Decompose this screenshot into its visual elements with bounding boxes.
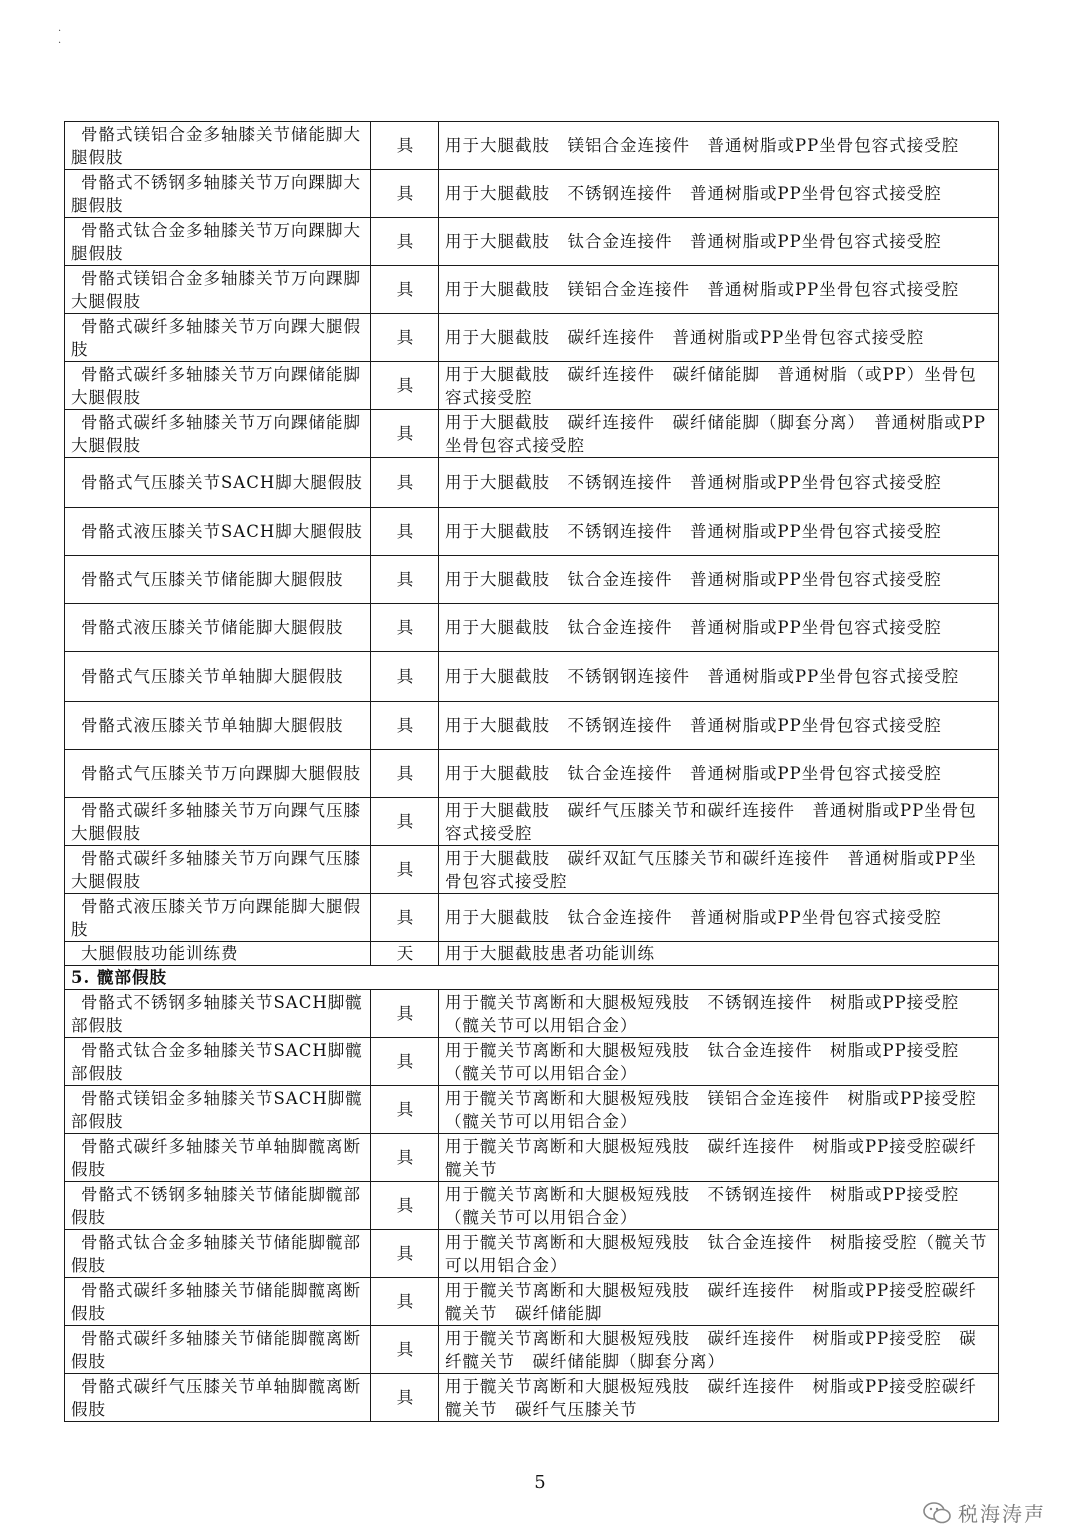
item-unit: 具 — [371, 314, 439, 362]
item-name: 骨骼式碳纤多轴膝关节万向踝大腿假肢 — [65, 314, 371, 362]
page-number: 5 — [534, 1472, 546, 1493]
table-row — [65, 702, 999, 750]
item-description: 用于大腿截肢 钛合金连接件 普通树脂或PP坐骨包容式接受腔 — [439, 750, 999, 798]
item-description: 用于髋关节离断和大腿极短残肢 钛合金连接件 树脂或PP接受腔（髋关节可以用铝合金） — [439, 1038, 999, 1086]
table-row — [65, 458, 999, 508]
item-unit: 具 — [371, 604, 439, 652]
item-description: 用于大腿截肢患者功能训练 — [439, 942, 999, 966]
item-unit: 具 — [371, 1230, 439, 1278]
item-unit: 具 — [371, 1326, 439, 1374]
item-name: 骨骼式碳纤多轴膝关节储能脚髋离断假肢 — [65, 1326, 371, 1374]
item-unit: 具 — [371, 410, 439, 458]
item-description: 用于大腿截肢 不锈钢连接件 普通树脂或PP坐骨包容式接受腔 — [439, 458, 999, 508]
item-unit: 具 — [371, 1182, 439, 1230]
table-row — [65, 1086, 999, 1134]
item-description: 用于大腿截肢 碳纤连接件 碳纤储能脚 普通树脂（或PP）坐骨包容式接受腔 — [439, 362, 999, 410]
item-description: 用于大腿截肢 不锈钢钢连接件 普通树脂或PP坐骨包容式接受腔 — [439, 652, 999, 702]
table-row — [65, 604, 999, 652]
item-name: 骨骼式碳纤多轴膝关节储能脚髋离断假肢 — [65, 1278, 371, 1326]
item-description: 用于大腿截肢 碳纤气压膝关节和碳纤连接件 普通树脂或PP坐骨包容式接受腔 — [439, 798, 999, 846]
table-row — [65, 362, 999, 410]
item-name: 骨骼式碳纤多轴膝关节万向踝储能脚大腿假肢 — [65, 362, 371, 410]
item-name: 大腿假肢功能训练费 — [65, 942, 371, 966]
wechat-icon — [922, 1500, 952, 1526]
table-row — [65, 122, 999, 170]
table-row — [65, 990, 999, 1038]
table-row — [65, 750, 999, 798]
item-unit: 具 — [371, 1038, 439, 1086]
item-unit: 具 — [371, 170, 439, 218]
item-description: 用于大腿截肢 不锈钢连接件 普通树脂或PP坐骨包容式接受腔 — [439, 170, 999, 218]
table-row — [65, 942, 999, 966]
item-name: 骨骼式碳纤多轴膝关节万向踝气压膝大腿假肢 — [65, 798, 371, 846]
item-unit: 具 — [371, 1134, 439, 1182]
item-unit: 具 — [371, 458, 439, 508]
item-description: 用于大腿截肢 钛合金连接件 普通树脂或PP坐骨包容式接受腔 — [439, 604, 999, 652]
item-name: 骨骼式不锈钢多轴膝关节SACH脚髋部假肢 — [65, 990, 371, 1038]
table-row — [65, 1374, 999, 1422]
item-name: 骨骼式镁铝金多轴膝关节SACH脚髋部假肢 — [65, 1086, 371, 1134]
item-description: 用于大腿截肢 碳纤连接件 普通树脂或PP坐骨包容式接受腔 — [439, 314, 999, 362]
item-description: 用于大腿截肢 不锈钢连接件 普通树脂或PP坐骨包容式接受腔 — [439, 508, 999, 556]
item-description: 用于大腿截肢 钛合金连接件 普通树脂或PP坐骨包容式接受腔 — [439, 218, 999, 266]
table-row — [65, 556, 999, 604]
item-name: 骨骼式气压膝关节SACH脚大腿假肢 — [65, 458, 371, 508]
item-unit: 具 — [371, 1278, 439, 1326]
item-unit: 天 — [371, 942, 439, 966]
item-name: 骨骼式镁铝合金多轴膝关节储能脚大腿假肢 — [65, 122, 371, 170]
item-name: 骨骼式液压膝关节单轴脚大腿假肢 — [65, 702, 371, 750]
item-name: 骨骼式气压膝关节单轴脚大腿假肢 — [65, 652, 371, 702]
table-row — [65, 798, 999, 846]
item-unit: 具 — [371, 122, 439, 170]
item-name: 骨骼式气压膝关节储能脚大腿假肢 — [65, 556, 371, 604]
item-unit: 具 — [371, 990, 439, 1038]
item-unit: 具 — [371, 1086, 439, 1134]
item-unit: 具 — [371, 750, 439, 798]
table-row — [65, 1038, 999, 1086]
table-row — [65, 170, 999, 218]
item-description: 用于大腿截肢 不锈钢连接件 普通树脂或PP坐骨包容式接受腔 — [439, 702, 999, 750]
item-unit: 具 — [371, 702, 439, 750]
table-row — [65, 1134, 999, 1182]
table-row — [65, 894, 999, 942]
item-name: 骨骼式镁铝合金多轴膝关节万向踝脚大腿假肢 — [65, 266, 371, 314]
item-description: 用于大腿截肢 碳纤双缸气压膝关节和碳纤连接件 普通树脂或PP坐骨包容式接受腔 — [439, 846, 999, 894]
section-row — [65, 966, 999, 990]
table-row — [65, 410, 999, 458]
table-row — [65, 1230, 999, 1278]
item-name: 骨骼式碳纤多轴膝关节单轴脚髋离断假肢 — [65, 1134, 371, 1182]
item-name: 骨骼式钛合金多轴膝关节万向踝脚大腿假肢 — [65, 218, 371, 266]
table-row — [65, 652, 999, 702]
item-description: 用于髋关节离断和大腿极短残肢 钛合金连接件 树脂接受腔（髋关节可以用铝合金） — [439, 1230, 999, 1278]
item-unit: 具 — [371, 894, 439, 942]
item-name: 骨骼式碳纤气压膝关节单轴脚髋离断假肢 — [65, 1374, 371, 1422]
item-description: 用于大腿截肢 钛合金连接件 普通树脂或PP坐骨包容式接受腔 — [439, 556, 999, 604]
item-name: 骨骼式碳纤多轴膝关节万向踝储能脚大腿假肢 — [65, 410, 371, 458]
table-row — [65, 508, 999, 556]
item-unit: 具 — [371, 798, 439, 846]
item-name: 骨骼式不锈钢多轴膝关节万向踝脚大腿假肢 — [65, 170, 371, 218]
item-unit: 具 — [371, 266, 439, 314]
item-description: 用于大腿截肢 钛合金连接件 普通树脂或PP坐骨包容式接受腔 — [439, 894, 999, 942]
item-unit: 具 — [371, 362, 439, 410]
item-name: 骨骼式碳纤多轴膝关节万向踝气压膝大腿假肢 — [65, 846, 371, 894]
item-unit: 具 — [371, 218, 439, 266]
item-description: 用于髋关节离断和大腿极短残肢 碳纤连接件 树脂或PP接受腔 碳纤髋关节 碳纤储能脚（脚套分离） — [439, 1326, 999, 1374]
table-row — [65, 266, 999, 314]
table-row — [65, 1278, 999, 1326]
table-row — [65, 218, 999, 266]
watermark-text: 税海涛声 — [958, 1502, 1046, 1526]
item-unit: 具 — [371, 846, 439, 894]
item-name: 骨骼式钛合金多轴膝关节储能脚髋部假肢 — [65, 1230, 371, 1278]
item-unit: 具 — [371, 508, 439, 556]
item-name: 骨骼式钛合金多轴膝关节SACH脚髋部假肢 — [65, 1038, 371, 1086]
table-row — [65, 846, 999, 894]
item-description: 用于髋关节离断和大腿极短残肢 镁铝合金连接件 树脂或PP接受腔（髋关节可以用铝合金） — [439, 1086, 999, 1134]
table-row — [65, 314, 999, 362]
item-unit: 具 — [371, 652, 439, 702]
item-name: 骨骼式液压膝关节储能脚大腿假肢 — [65, 604, 371, 652]
item-description: 用于髋关节离断和大腿极短残肢 碳纤连接件 树脂或PP接受腔碳纤髋关节 碳纤气压膝关节 — [439, 1374, 999, 1422]
wechat-watermark — [922, 1498, 1046, 1527]
item-description: 用于髋关节离断和大腿极短残肢 不锈钢连接件 树脂或PP接受腔（髋关节可以用铝合金） — [439, 990, 999, 1038]
item-description: 用于髋关节离断和大腿极短残肢 碳纤连接件 树脂或PP接受腔碳纤髋关节 — [439, 1134, 999, 1182]
item-name: 骨骼式液压膝关节万向踝能脚大腿假肢 — [65, 894, 371, 942]
item-unit: 具 — [371, 556, 439, 604]
item-unit: 具 — [371, 1374, 439, 1422]
prosthesis-table — [64, 121, 999, 1422]
item-description: 用于大腿截肢 镁铝合金连接件 普通树脂或PP坐骨包容式接受腔 — [439, 122, 999, 170]
scan-artifact: · · — [58, 26, 62, 49]
section-title: 5. 髋部假肢 — [65, 966, 999, 990]
item-name: 骨骼式气压膝关节万向踝脚大腿假肢 — [65, 750, 371, 798]
item-description: 用于大腿截肢 碳纤连接件 碳纤储能脚（脚套分离） 普通树脂或PP坐骨包容式接受腔 — [439, 410, 999, 458]
item-description: 用于髋关节离断和大腿极短残肢 不锈钢连接件 树脂或PP接受腔（髋关节可以用铝合金） — [439, 1182, 999, 1230]
item-description: 用于髋关节离断和大腿极短残肢 碳纤连接件 树脂或PP接受腔碳纤髋关节 碳纤储能脚 — [439, 1278, 999, 1326]
item-name: 骨骼式不锈钢多轴膝关节储能脚髋部假肢 — [65, 1182, 371, 1230]
item-name: 骨骼式液压膝关节SACH脚大腿假肢 — [65, 508, 371, 556]
item-description: 用于大腿截肢 镁铝合金连接件 普通树脂或PP坐骨包容式接受腔 — [439, 266, 999, 314]
table-row — [65, 1326, 999, 1374]
table-row — [65, 1182, 999, 1230]
